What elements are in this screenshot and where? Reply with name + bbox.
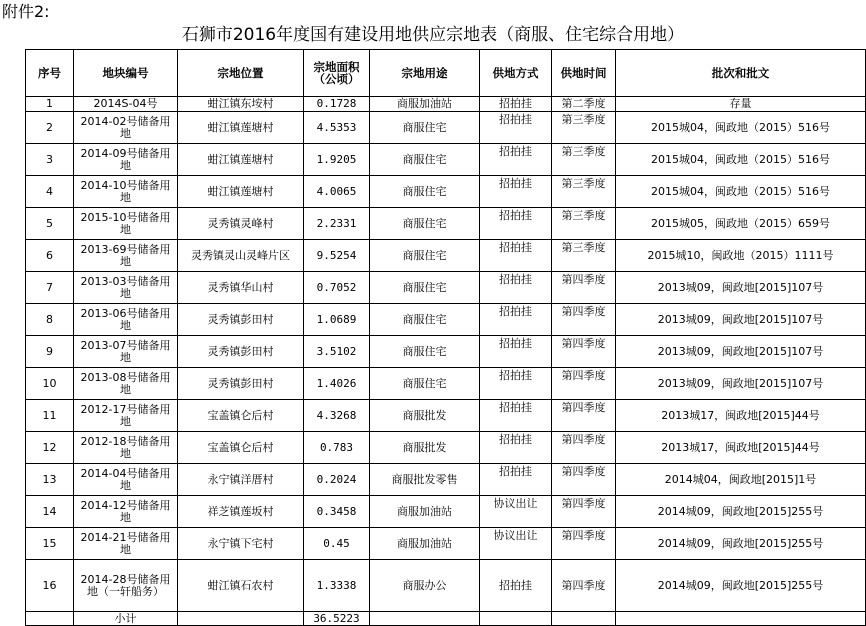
plot-location: 祥芝镇莲坂村: [178, 496, 304, 528]
plot-location: 永宁镇洋厝村: [178, 464, 304, 496]
land-use: 商服批发零售: [370, 464, 480, 496]
plot-area: 0.1728: [304, 97, 370, 112]
land-use: 商服住宅: [370, 368, 480, 400]
plot-code: 2014S-04号: [74, 97, 178, 112]
supply-method: 招拍挂: [480, 176, 552, 208]
supply-method: 招拍挂: [480, 336, 552, 368]
plot-area: 4.5353: [304, 112, 370, 144]
plot-location: 宝盖镇仑后村: [178, 400, 304, 432]
table-row: [26, 112, 866, 144]
plot-code: 2013-07号储备用地: [74, 336, 178, 368]
plot-code: 2014-12号储备用地: [74, 496, 178, 528]
approval-document: 2014城09，闽政地[2015]255号: [616, 560, 866, 612]
plot-code: 2013-06号储备用地: [74, 304, 178, 336]
supply-time: 第四季度: [552, 528, 616, 560]
plot-area: 1.9205: [304, 144, 370, 176]
table-row: [26, 272, 866, 304]
col-header-approval: 批次和批文: [616, 50, 866, 97]
supply-time: 第三季度: [552, 144, 616, 176]
approval-document: 2014城04，闽政地[2015]1号: [616, 464, 866, 496]
col-header-area: 宗地面积（公顷）: [304, 50, 370, 97]
plot-location: 灵秀镇彭田村: [178, 336, 304, 368]
land-use: 商服住宅: [370, 272, 480, 304]
row-number: 15: [26, 528, 74, 560]
plot-location: 宝盖镇仑后村: [178, 432, 304, 464]
row-number: 6: [26, 240, 74, 272]
plot-code: 2013-08号储备用地: [74, 368, 178, 400]
table-row: [26, 336, 866, 368]
empty-cell: [178, 612, 304, 626]
col-header-method: 供地方式: [480, 50, 552, 97]
plot-code: 2014-28号储备用地（一轩船务）: [74, 560, 178, 612]
table-row: [26, 432, 866, 464]
row-number: 1: [26, 97, 74, 112]
row-number: 7: [26, 272, 74, 304]
row-number: 4: [26, 176, 74, 208]
land-use: 商服办公: [370, 560, 480, 612]
supply-method: 招拍挂: [480, 560, 552, 612]
supply-method: 招拍挂: [480, 272, 552, 304]
plot-code: 2014-21号储备用地: [74, 528, 178, 560]
approval-document: 2013城09，闽政地[2015]107号: [616, 368, 866, 400]
plot-code: 2012-17号储备用地: [74, 400, 178, 432]
supply-method: 招拍挂: [480, 464, 552, 496]
approval-document: 2015城04，闽政地（2015）516号: [616, 144, 866, 176]
supply-method: 招拍挂: [480, 368, 552, 400]
table-row: [26, 400, 866, 432]
approval-document: 2013城09，闽政地[2015]107号: [616, 304, 866, 336]
supply-time: 第三季度: [552, 112, 616, 144]
plot-code: 2013-03号储备用地: [74, 272, 178, 304]
plot-code: 2015-10号储备用地: [74, 208, 178, 240]
plot-code: 2013-69号储备用地: [74, 240, 178, 272]
plot-area: 0.45: [304, 528, 370, 560]
plot-location: 蚶江镇莲塘村: [178, 176, 304, 208]
plot-location: 蚶江镇莲塘村: [178, 144, 304, 176]
supply-method: 协议出让: [480, 528, 552, 560]
supply-method: 招拍挂: [480, 432, 552, 464]
plot-code: 2014-02号储备用地: [74, 112, 178, 144]
plot-area: 3.5102: [304, 336, 370, 368]
table-row: [26, 496, 866, 528]
col-header-location: 宗地位置: [178, 50, 304, 97]
approval-document: 2013城09，闽政地[2015]107号: [616, 336, 866, 368]
row-number: 16: [26, 560, 74, 612]
supply-time: 第四季度: [552, 336, 616, 368]
plot-location: 灵秀镇华山村: [178, 272, 304, 304]
plot-area: 9.5254: [304, 240, 370, 272]
plot-area: 0.2024: [304, 464, 370, 496]
supply-time: 第三季度: [552, 208, 616, 240]
row-number: 12: [26, 432, 74, 464]
approval-document: 2013城17，闽政地[2015]44号: [616, 432, 866, 464]
land-use: 商服加油站: [370, 97, 480, 112]
header-row: [26, 50, 866, 97]
land-use: 商服住宅: [370, 176, 480, 208]
land-use: 商服加油站: [370, 496, 480, 528]
subtotal-label: 小计: [74, 612, 178, 626]
plot-code: 2014-09号储备用地: [74, 144, 178, 176]
row-number: 2: [26, 112, 74, 144]
approval-document: 2015城04，闽政地（2015）516号: [616, 112, 866, 144]
approval-document: 2014城09，闽政地[2015]255号: [616, 528, 866, 560]
col-header-use: 宗地用途: [370, 50, 480, 97]
supply-method: 招拍挂: [480, 304, 552, 336]
plot-location: 灵秀镇灵山灵峰片区: [178, 240, 304, 272]
supply-time: 第四季度: [552, 432, 616, 464]
supply-time: 第四季度: [552, 368, 616, 400]
approval-document: 2014城09，闽政地[2015]255号: [616, 496, 866, 528]
supply-time: 第三季度: [552, 176, 616, 208]
plot-location: 蚶江镇东垵村: [178, 97, 304, 112]
supply-time: 第四季度: [552, 560, 616, 612]
plot-location: 永宁镇下宅村: [178, 528, 304, 560]
plot-area: 1.4026: [304, 368, 370, 400]
table-row: [26, 208, 866, 240]
plot-code: 2012-18号储备用地: [74, 432, 178, 464]
supply-time: 第三季度: [552, 240, 616, 272]
plot-code: 2014-10号储备用地: [74, 176, 178, 208]
row-number: 13: [26, 464, 74, 496]
table-row: [26, 368, 866, 400]
supply-time: 第四季度: [552, 272, 616, 304]
plot-area: 2.2331: [304, 208, 370, 240]
col-header-time: 供地时间: [552, 50, 616, 97]
table-row: [26, 97, 866, 112]
supply-time: 第四季度: [552, 400, 616, 432]
plot-area: 4.3268: [304, 400, 370, 432]
empty-cell: [616, 612, 866, 626]
supply-method: 招拍挂: [480, 112, 552, 144]
plot-location: 蚶江镇莲塘村: [178, 112, 304, 144]
table-row: [26, 464, 866, 496]
attachment-label: 附件2:: [2, 2, 50, 21]
plot-area: 1.3338: [304, 560, 370, 612]
land-use: 商服住宅: [370, 112, 480, 144]
land-use: 商服住宅: [370, 336, 480, 368]
page-title: 石狮市2016年度国有建设用地供应宗地表（商服、住宅综合用地）: [181, 25, 685, 45]
supply-method: 招拍挂: [480, 97, 552, 112]
supply-method: 招拍挂: [480, 240, 552, 272]
plot-location: 灵秀镇彭田村: [178, 368, 304, 400]
subtotal-row: [26, 612, 866, 626]
approval-document: 2013城09，闽政地[2015]107号: [616, 272, 866, 304]
table-row: [26, 176, 866, 208]
land-use: 商服住宅: [370, 240, 480, 272]
plot-area: 0.7052: [304, 272, 370, 304]
plot-area: 1.0689: [304, 304, 370, 336]
plot-area: 0.783: [304, 432, 370, 464]
plot-area: 0.3458: [304, 496, 370, 528]
approval-document: 2015城10，闽政地（2015）1111号: [616, 240, 866, 272]
supply-method: 协议出让: [480, 496, 552, 528]
approval-document: 存量: [616, 97, 866, 112]
plot-location: 灵秀镇彭田村: [178, 304, 304, 336]
plot-area: 4.0065: [304, 176, 370, 208]
plot-location: 灵秀镇灵峰村: [178, 208, 304, 240]
supply-method: 招拍挂: [480, 208, 552, 240]
col-header-no: 序号: [26, 50, 74, 97]
subtotal-area: 36.5223: [304, 612, 370, 626]
supply-time: 第四季度: [552, 464, 616, 496]
empty-cell: [370, 612, 480, 626]
table-row: [26, 240, 866, 272]
land-use: 商服加油站: [370, 528, 480, 560]
row-number: 10: [26, 368, 74, 400]
table-row: [26, 304, 866, 336]
col-header-code: 地块编号: [74, 50, 178, 97]
row-number: 14: [26, 496, 74, 528]
row-number: 8: [26, 304, 74, 336]
supply-method: 招拍挂: [480, 144, 552, 176]
empty-cell: [480, 612, 552, 626]
land-use: 商服住宅: [370, 208, 480, 240]
row-number: 5: [26, 208, 74, 240]
row-number: 11: [26, 400, 74, 432]
supply-method: 招拍挂: [480, 400, 552, 432]
approval-document: 2013城17，闽政地[2015]44号: [616, 400, 866, 432]
table-row: [26, 144, 866, 176]
supply-time: 第二季度: [552, 97, 616, 112]
plot-code: 2014-04号储备用地: [74, 464, 178, 496]
plot-location: 蚶江镇石农村: [178, 560, 304, 612]
approval-document: 2015城04，闽政地（2015）516号: [616, 176, 866, 208]
supply-time: 第四季度: [552, 496, 616, 528]
approval-document: 2015城05，闽政地（2015）659号: [616, 208, 866, 240]
table-row: [26, 560, 866, 612]
supply-time: 第四季度: [552, 304, 616, 336]
row-number: 3: [26, 144, 74, 176]
empty-cell: [552, 612, 616, 626]
table-row: [26, 528, 866, 560]
empty-cell: [26, 612, 74, 626]
land-supply-table: [25, 49, 866, 626]
land-use: 商服批发: [370, 432, 480, 464]
land-use: 商服批发: [370, 400, 480, 432]
land-use: 商服住宅: [370, 144, 480, 176]
row-number: 9: [26, 336, 74, 368]
land-use: 商服住宅: [370, 304, 480, 336]
